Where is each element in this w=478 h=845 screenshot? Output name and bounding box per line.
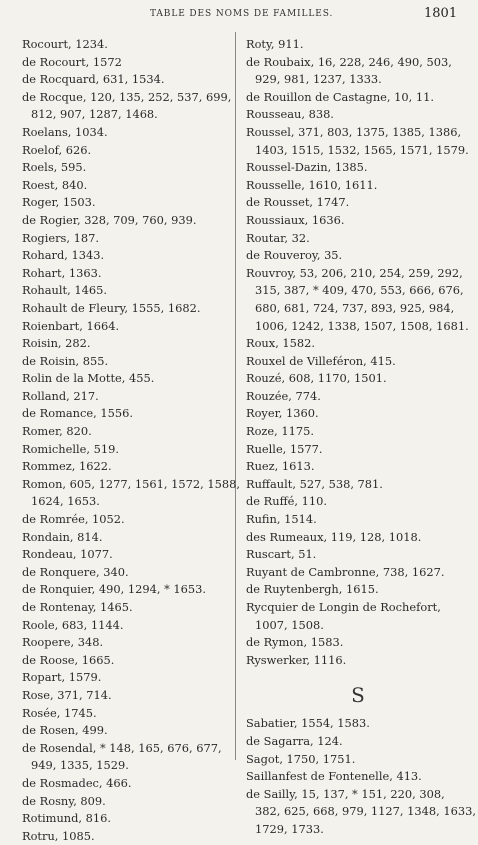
index-entry: [246, 265, 470, 335]
entry-line: Roze, 1175.: [246, 424, 315, 439]
index-entry: [22, 282, 228, 300]
index-entry: [246, 564, 470, 582]
index-entry: [22, 581, 228, 599]
index-entry: [22, 669, 228, 687]
index-entry: [22, 722, 228, 740]
right-column-r-entries: [246, 36, 470, 669]
index-entry: [22, 247, 228, 265]
index-entry: [22, 423, 228, 441]
index-entry: [246, 599, 470, 634]
entry-line: de Sailly, 15, 137, * 151, 220, 308,: [246, 786, 445, 801]
index-entry: [22, 634, 228, 652]
entry-line: Ruscart, 51.: [246, 547, 317, 562]
entry-line: Romer, 820.: [22, 424, 92, 439]
index-entry: [246, 89, 470, 107]
entry-line: Rolin de la Motte, 455.: [22, 371, 155, 386]
index-entry: [22, 318, 228, 336]
entry-continuation-line: 315, 387, * 409, 470, 553, 666, 676,: [255, 283, 464, 298]
index-entry: [246, 335, 470, 353]
index-entry: [22, 810, 228, 828]
entry-line: de Rontenay, 1465.: [22, 600, 133, 614]
index-entry: [22, 212, 228, 230]
index-entry: [22, 599, 228, 617]
index-entry: [246, 529, 470, 547]
index-entry: [246, 751, 470, 769]
running-title: TABLE DES NOMS DE FAMILLES.: [150, 9, 334, 19]
column-divider: [235, 32, 236, 760]
index-entry: [246, 124, 470, 159]
entry-line: Romon, 605, 1277, 1561, 1572, 1588,: [22, 476, 240, 491]
index-entry: [22, 529, 228, 547]
entry-line: Rondeau, 1077.: [22, 547, 113, 562]
index-entry: [22, 793, 228, 811]
index-entry: [22, 617, 228, 635]
index-entry: [22, 546, 228, 564]
index-entry: [246, 786, 476, 839]
index-entry: [246, 511, 470, 529]
entry-line: Rommez, 1622.: [22, 459, 112, 474]
index-entry: [246, 441, 470, 459]
entry-line: Ruffault, 527, 538, 781.: [246, 476, 383, 491]
index-entry: [246, 106, 470, 124]
index-entry: [22, 265, 228, 283]
index-entry: [246, 581, 470, 599]
index-entry: [246, 715, 470, 733]
entry-line: Rocourt, 1234.: [22, 37, 108, 51]
index-entry: [246, 247, 470, 265]
index-entry: [246, 634, 470, 652]
index-entry: [246, 177, 470, 195]
entry-line: Ruelle, 1577.: [246, 441, 323, 456]
entry-line: de Rosny, 809.: [22, 793, 106, 808]
entry-line: Rohard, 1343.: [22, 248, 105, 263]
index-entry: [22, 476, 240, 511]
entry-continuation-line: 1624, 1653.: [31, 494, 100, 509]
index-entry: [246, 405, 470, 423]
entry-line: de Rogier, 328, 709, 760, 939.: [22, 212, 197, 227]
index-entry: [246, 733, 470, 751]
index-entry: [22, 335, 228, 353]
entry-continuation-line: 1729, 1733.: [255, 821, 324, 836]
entry-line: Roienbart, 1664.: [22, 318, 120, 333]
index-entry: [246, 652, 470, 670]
entry-line: Rousselle, 1610, 1611.: [246, 177, 378, 192]
entry-line: Romichelle, 519.: [22, 441, 119, 456]
page-number: 1801: [424, 6, 458, 21]
entry-line: Roux, 1582.: [246, 336, 316, 351]
entry-line: Rohault, 1465.: [22, 283, 107, 298]
entry-line: de Rymon, 1583.: [246, 635, 344, 650]
index-entry: [22, 652, 228, 670]
entry-line: Routar, 32.: [246, 230, 310, 245]
index-entry: [246, 423, 470, 441]
index-entry: [22, 194, 228, 212]
entry-line: Saillanfest de Fontenelle, 413.: [246, 769, 422, 784]
entry-line: de Rouveroy, 35.: [246, 248, 343, 263]
entry-line: de Rocourt, 1572: [22, 54, 122, 69]
entry-line: Sabatier, 1554, 1583.: [246, 716, 370, 731]
entry-line: Sagot, 1750, 1751.: [246, 751, 356, 766]
entry-line: Rouvroy, 53, 206, 210, 254, 259, 292,: [246, 265, 463, 280]
entry-line: Roussiaux, 1636.: [246, 212, 345, 227]
entry-line: de Ronquier, 490, 1294, * 1653.: [22, 582, 207, 597]
index-entry: [22, 353, 228, 371]
entry-line: Rufin, 1514.: [246, 512, 317, 527]
entry-line: Rouxel de Villeféron, 415.: [246, 353, 396, 368]
index-entry: [246, 458, 470, 476]
entry-line: Rosée, 1745.: [22, 705, 97, 720]
index-entry: [246, 476, 470, 494]
entry-line: Rousseau, 838.: [246, 107, 334, 122]
index-entry: [22, 775, 228, 793]
entry-line: Roels, 595.: [22, 160, 87, 175]
entry-line: Roger, 1503.: [22, 195, 96, 210]
index-entry: [246, 212, 470, 230]
index-entry: [22, 124, 228, 142]
entry-line: Roopere, 348.: [22, 635, 104, 650]
entry-line: Roussel-Dazin, 1385.: [246, 160, 368, 175]
entry-line: Ruez, 1613.: [246, 459, 315, 474]
entry-line: Rolland, 217.: [22, 388, 99, 403]
index-entry: [22, 828, 228, 845]
index-entry: [246, 230, 470, 248]
right-column: [246, 36, 476, 839]
entry-line: de Rocquard, 631, 1534.: [22, 72, 165, 87]
entry-continuation-line: 1007, 1508.: [255, 617, 324, 632]
index-entry: [22, 177, 228, 195]
index-entry: [22, 36, 228, 54]
entry-line: de Rocque, 120, 135, 252, 537, 699,: [22, 89, 232, 104]
index-entry: [22, 511, 228, 529]
entry-line: de Romrée, 1052.: [22, 512, 125, 527]
index-entry: [246, 370, 470, 388]
entry-continuation-line: 949, 1335, 1529.: [31, 758, 129, 773]
entry-line: Roisin, 282.: [22, 336, 91, 351]
index-entry: [22, 388, 228, 406]
entry-line: Rouzée, 774.: [246, 388, 321, 403]
index-entry: [246, 194, 470, 212]
entry-line: de Ruffé, 110.: [246, 494, 328, 509]
entry-continuation-line: 382, 625, 668, 979, 1127, 1348, 1633,: [255, 804, 476, 819]
right-column-s-entries: [246, 715, 476, 838]
index-entry: [22, 89, 232, 124]
index-entry: [22, 441, 228, 459]
entry-line: Rondain, 814.: [22, 529, 103, 544]
index-entry: [22, 142, 228, 160]
entry-line: Rotimund, 816.: [22, 811, 112, 826]
index-entry: [22, 230, 228, 248]
entry-line: Ryswerker, 1116.: [246, 652, 347, 667]
entry-line: de Roubaix, 16, 228, 246, 490, 503,: [246, 54, 452, 69]
index-entry: [246, 353, 470, 371]
index-entry: [246, 768, 470, 786]
entry-line: Roelans, 1034.: [22, 124, 108, 139]
entry-line: Ruyant de Cambronne, 738, 1627.: [246, 564, 445, 579]
entry-continuation-line: 812, 907, 1287, 1468.: [31, 107, 158, 122]
entry-line: de Rosmadec, 466.: [22, 775, 132, 790]
index-entry: [22, 159, 228, 177]
index-entry: [22, 71, 228, 89]
entry-line: Royer, 1360.: [246, 406, 319, 421]
left-column: [22, 36, 240, 845]
page-header: [0, 6, 478, 28]
entry-line: de Romance, 1556.: [22, 406, 133, 421]
entry-line: de Sagarra, 124.: [246, 733, 343, 748]
entry-line: de Rousset, 1747.: [246, 195, 350, 210]
entry-line: de Rosen, 499.: [22, 723, 108, 738]
index-entry: [246, 493, 470, 511]
entry-line: Rycquier de Longin de Rochefort,: [246, 600, 441, 614]
entry-line: Rose, 371, 714.: [22, 687, 112, 702]
entry-line: Rotru, 1085.: [22, 828, 95, 843]
entry-line: de Rouillon de Castagne, 10, 11.: [246, 89, 435, 104]
index-entry: [246, 388, 470, 406]
index-entry: [22, 564, 228, 582]
entry-line: Roty, 911.: [246, 37, 304, 51]
entry-continuation-line: 680, 681, 724, 737, 893, 925, 984,: [255, 300, 455, 315]
index-entry: [22, 405, 228, 423]
entry-line: Rouzé, 608, 1170, 1501.: [246, 371, 387, 386]
entry-line: Rogiers, 187.: [22, 230, 100, 245]
index-entry: [22, 370, 228, 388]
entry-line: de Roisin, 855.: [22, 353, 109, 368]
entry-continuation-line: 1403, 1515, 1532, 1565, 1571, 1579.: [255, 142, 469, 157]
entry-line: Roelof, 626.: [22, 142, 92, 157]
index-entry: [246, 159, 470, 177]
index-entry: [246, 54, 470, 89]
entry-line: Rohart, 1363.: [22, 265, 102, 280]
entry-line: des Rumeaux, 119, 128, 1018.: [246, 529, 422, 544]
entry-line: Rohault de Fleury, 1555, 1682.: [22, 300, 201, 315]
entry-continuation-line: 929, 981, 1237, 1333.: [255, 72, 382, 87]
entry-line: Ropart, 1579.: [22, 670, 102, 685]
entry-line: de Roose, 1665.: [22, 652, 115, 667]
index-entry: [246, 36, 470, 54]
index-entry: [22, 458, 228, 476]
entry-continuation-line: 1006, 1242, 1338, 1507, 1508, 1681.: [255, 318, 469, 333]
section-letter: S: [351, 683, 365, 708]
index-entry: [22, 300, 228, 318]
entry-line: de Ruytenbergh, 1615.: [246, 582, 379, 597]
entry-line: de Rosendal, * 148, 165, 676, 677,: [22, 740, 222, 755]
entry-line: de Ronquere, 340.: [22, 564, 129, 579]
entry-line: Roest, 840.: [22, 177, 88, 192]
index-entry: [246, 546, 470, 564]
index-entry: [22, 740, 228, 775]
index-entry: [22, 705, 228, 723]
entry-line: Roussel, 371, 803, 1375, 1385, 1386,: [246, 124, 462, 139]
index-entry: [22, 54, 228, 72]
index-entry: [22, 687, 228, 705]
entry-line: Roole, 683, 1144.: [22, 617, 124, 632]
